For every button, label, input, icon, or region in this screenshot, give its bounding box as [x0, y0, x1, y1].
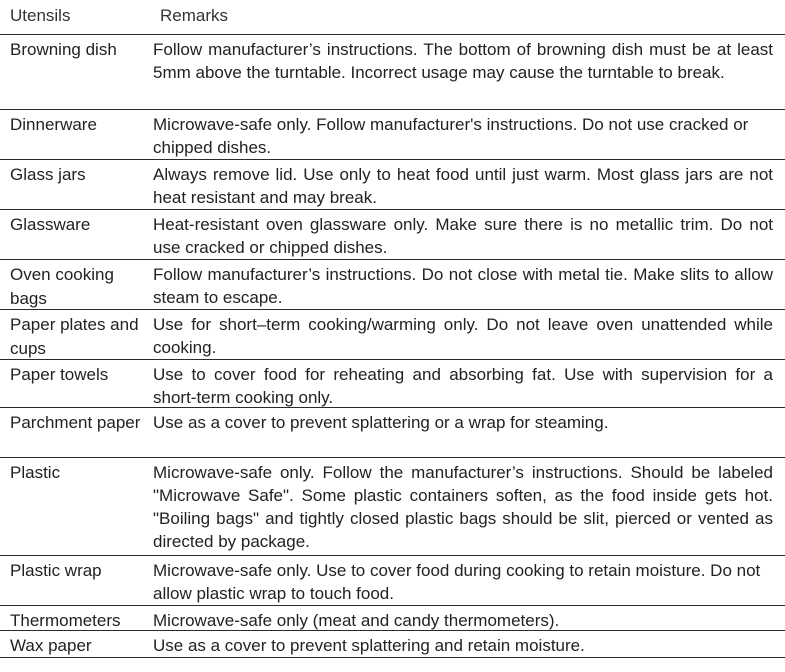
utensil-cell: Plastic wrap: [10, 561, 102, 580]
column-header-remarks: Remarks: [160, 6, 229, 25]
table-row: [0, 631, 785, 658]
utensil-table: [0, 34, 785, 658]
table-row: [0, 260, 785, 310]
table-row: [0, 210, 785, 260]
utensil-cell: Paper towels: [10, 365, 109, 384]
utensil-cell: Thermometers: [10, 611, 121, 630]
remark-cell: Microwave-safe only. Use to cover food during cooking to retain moisture. Do not allow plastic wrap to touch food.: [153, 561, 761, 603]
remark-cell: Use to cover food for reheating and absorbing fat. Use with supervision for a short-term cooking only.: [153, 365, 773, 407]
remark-cell: Use as a cover to prevent splattering and retain moisture.: [153, 636, 585, 655]
utensil-cell: Dinnerware: [10, 115, 97, 134]
utensil-cell: Glass jars: [10, 165, 86, 184]
table-row: [0, 360, 785, 408]
remark-cell: Microwave-safe only. Follow manufacturer's instructions. Do not use cracked or chipped dishes.: [153, 115, 749, 157]
remark-cell: Always remove lid. Use only to heat food until just warm. Most glass jars are not heat resistant and may break.: [153, 165, 773, 207]
remark-cell: Use as a cover to prevent splattering or a wrap for steaming.: [153, 413, 609, 432]
utensil-cell: Glassware: [10, 215, 91, 234]
remark-cell: Microwave-safe only (meat and candy thermometers).: [153, 611, 560, 630]
remark-cell: Use for short–term cooking/warming only. Do not leave oven unattended while cooking.: [153, 315, 773, 357]
remark-cell: Follow manufacturer’s instructions. The bottom of browning dish must be at least 5mm above the turntable. Incorrect usage may cause the turntable to break.: [153, 40, 773, 82]
table-row: [0, 458, 785, 556]
utensil-cell: Wax paper: [10, 636, 92, 655]
table-header: [0, 0, 785, 34]
table-row: [0, 160, 785, 210]
table-row: [0, 408, 785, 458]
utensil-cell: Parchment paper: [10, 413, 141, 432]
table-row: [0, 35, 785, 110]
remark-cell: Heat-resistant oven glassware only. Make sure there is no metallic trim. Do not use cracked or chipped dishes.: [153, 215, 773, 257]
table-row: [0, 110, 785, 160]
table-row: [0, 606, 785, 631]
utensil-cell: Paper plates and cups: [10, 315, 139, 358]
utensil-cell: Plastic: [10, 463, 61, 482]
remark-cell: Follow manufacturer’s instructions. Do not close with metal tie. Make slits to allow steam to escape.: [153, 265, 773, 307]
remark-cell: Microwave-safe only. Follow the manufacturer’s instructions. Should be labeled "Microwave Safe". Some plastic containers soften, as the food inside gets hot. "Boiling bags" and tightly closed plastic bags should be slit, pierced or vented as directed by package.: [153, 463, 773, 551]
column-header-utensils: Utensils: [10, 6, 71, 25]
table-row: [0, 556, 785, 606]
utensil-cell: Browning dish: [10, 40, 117, 59]
table-row: [0, 310, 785, 360]
utensil-cell: Oven cooking bags: [10, 265, 114, 308]
